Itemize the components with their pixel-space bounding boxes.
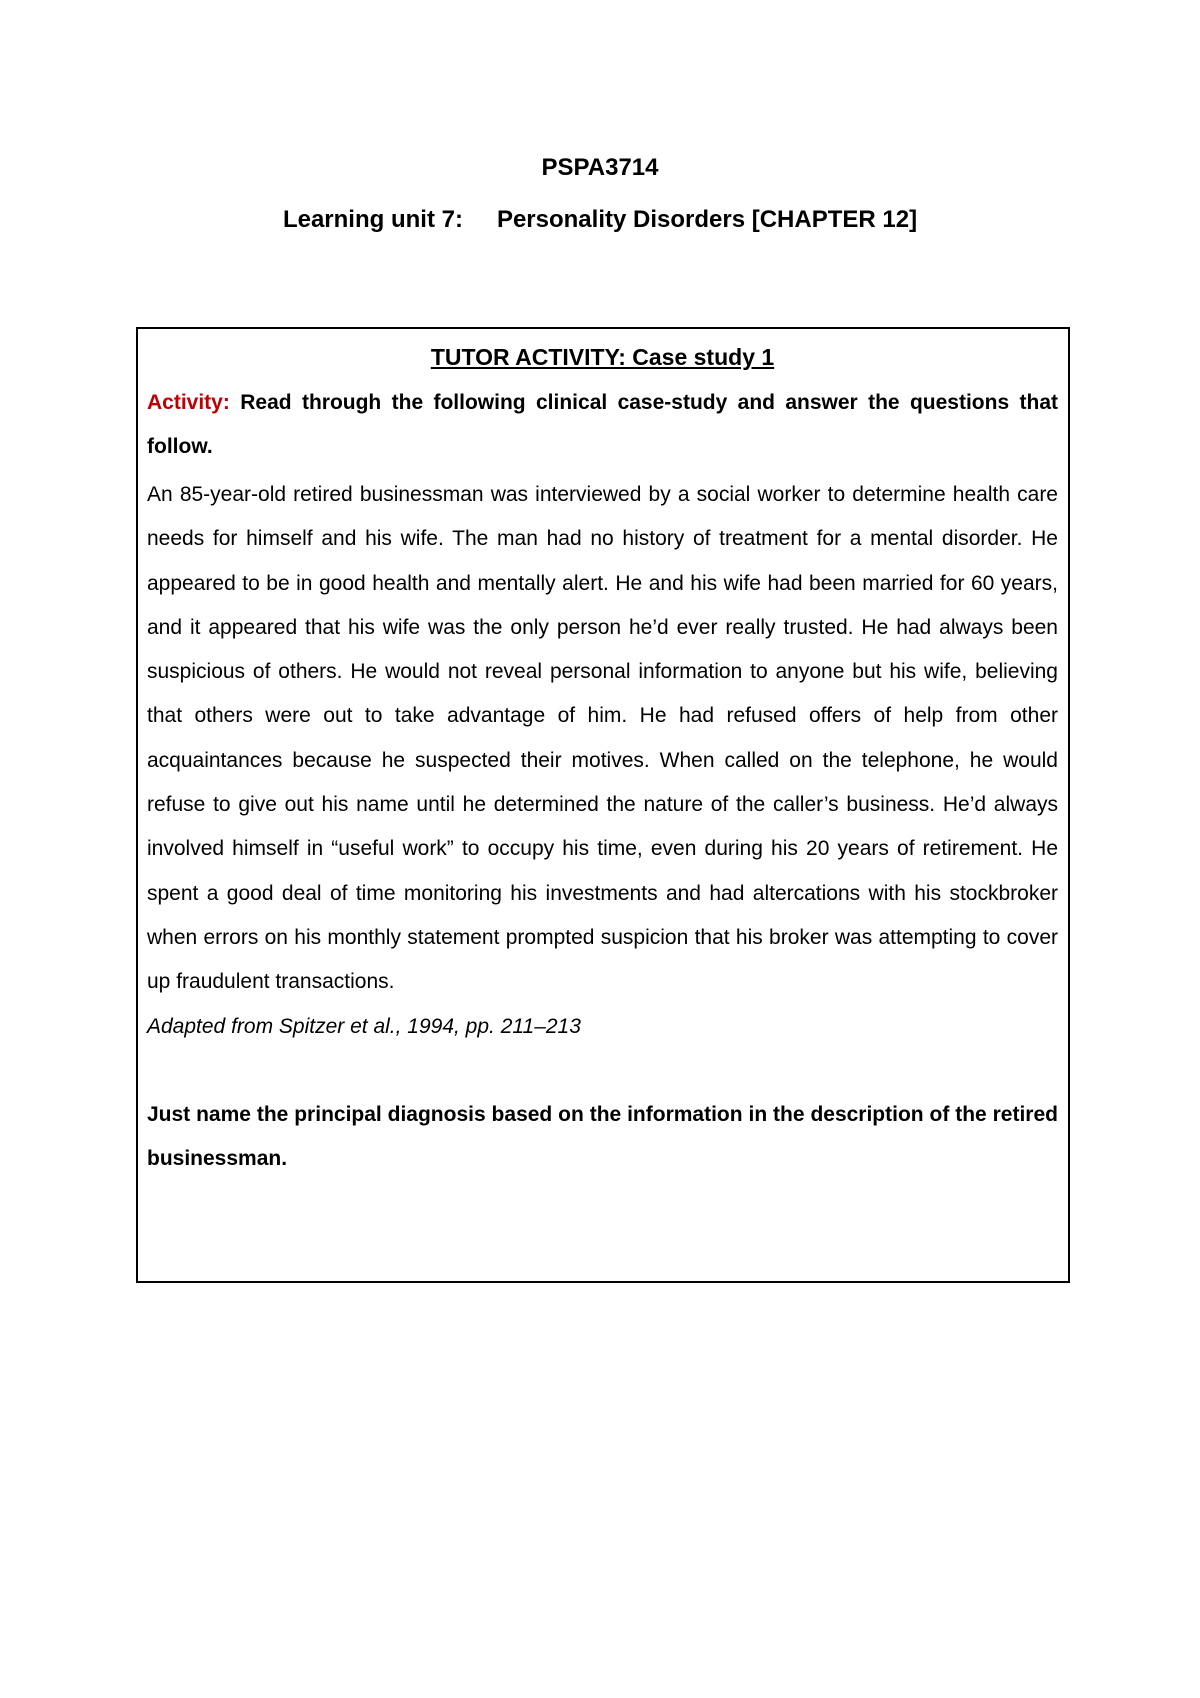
unit-title: Personality Disorders [CHAPTER 12] [496,206,918,233]
course-code: PSPA3714 [541,154,659,181]
activity-box-title-text: TUTOR ACTIVITY: Case study 1 [430,344,775,370]
activity-question: Just name the principal diagnosis based on the information in the description of the retired businessman. [147,1102,1058,1170]
case-study-text: An 85-year-old retired businessman was interviewed by a social worker to determine health care needs for himself and his wife. The man had no history of treatment for a mental disorder. He appeared to be in good health and mentally alert. He and his wife had been married for 60 years, and it appeared that his wife was the only person he’d ever really trusted. He had always been suspicious of others. He would not reveal personal information to anyone but his wife, believing that others were out to take advantage of him. He had refused offers of help from other acquaintances because he suspected their motives. When called on the telephone, he would refuse to give out his name until he determined the nature of the caller’s business. He’d always involved himself in “useful work” to occupy his time, even during his 20 years of retirement. He spent a good deal of time monitoring his investments and had altercations with his stockbroker when errors on his monthly statement prompted suspicion that his broker was attempting to cover up fraudulent transactions. [147,483,1058,994]
unit-label: Learning unit 7: [282,206,463,233]
case-study-citation: Adapted from Spitzer et al., 1994, pp. 211–213 [147,1014,581,1038]
activity-box [136,327,1070,1283]
activity-label: Activity: [147,391,230,414]
activity-box-title [147,339,1058,375]
unit-heading [0,204,1200,236]
activity-instruction [147,381,1058,469]
activity-instruction-text: Read through the following clinical case-study and answer the questions that follow. [147,391,1058,458]
